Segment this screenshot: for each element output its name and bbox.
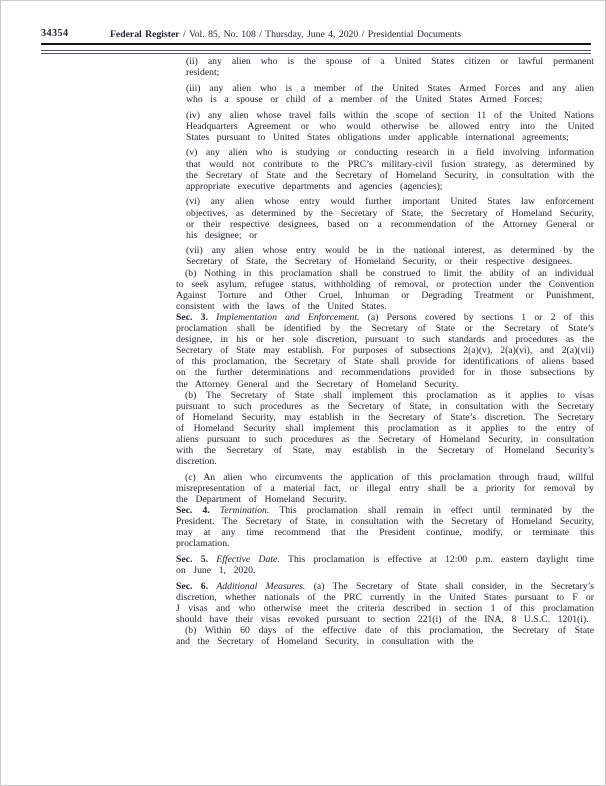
paragraph (186, 245, 594, 267)
text-run: (vi) any alien whose entry would further important United States law enforcement objectives, as determined by the Secretary of State, the Secretary of Homeland Security, or their respective designees, based on a recommendation of the Attorney General or his designee; or (186, 196, 594, 241)
text-run: Sec. 4. (176, 505, 220, 517)
text-run: Effective Date. (216, 554, 289, 566)
text-run: (iii) any alien who is a member of the United States Armed Forces and any alien who is a spouse or child of a member of the United States Armed Forces; (186, 82, 594, 105)
paragraph (176, 554, 594, 576)
text-run: (b) Within 60 days of the effective date of this proclamation, the Secretary of State and the Secretary of Homeland Security, in consultation with the (176, 625, 594, 648)
text-run: (a) The Secretary of State shall consider, in the Secretary’s discretion, whether nationals of the PRC currently in the United States pursuant to F or J visas and who otherwise meet the criteria described in section 1 of this proclamation should have their visas revoked pursuant to section 221(i) of the INA, 8 U.S.C. 1201(i). (176, 580, 595, 626)
text-run: (iv) any alien whose travel falls within the scope of section 11 of the United Nations Headquarters Agreement or who would otherwise be allowed entry into the United States pursuant to United States obligations under applicable international agreements; (186, 109, 594, 143)
paragraph (186, 83, 594, 105)
paragraph (176, 625, 594, 647)
text-run: This proclamation shall remain in effect until terminated by the President. The Secretary of State, in consultation with the Secretary of Homeland Security, may at any time recommend that the President continue, modify, or terminate this proclamation. (176, 505, 595, 550)
journal-citation: / Vol. 85, No. 108 / Thursday, June 4, 2020 / Presidential Documents (179, 29, 462, 40)
paragraph (176, 268, 594, 312)
paragraph (176, 472, 594, 505)
paragraph (186, 56, 594, 78)
page-number: 34354 (41, 28, 69, 39)
text-run: Sec. 3. (176, 311, 217, 323)
paragraph (176, 390, 594, 468)
text-run: (b) Nothing in this proclamation shall be construed to limit the ability of an individual to seek asylum, refugee status, withholding of removal, or protection under the Convention Against Torture and Other Cruel, Inhuman or Degrading Treatment or Punishment, consistent with the laws of the United States. (176, 267, 594, 312)
text-run: Sec. 5. (176, 554, 217, 566)
text-run: (v) any alien who is studying or conducting research in a field involving information that would not contribute to the PRC’s military-civil fusion strategy, as determined by the Secretary of State and the Secretary of Homeland Security, in consultation with the appropriate executive departments and agencies (agencies); (186, 147, 594, 192)
paragraph (186, 196, 594, 240)
text-run: This proclamation is effective at 12:00 p.m. eastern daylight time on June 1, 2020. (176, 554, 594, 577)
text-run: Implementation and Enforcement. (216, 311, 368, 323)
text-run: (ii) any alien who is the spouse of a United States citizen or lawful permanent resident; (186, 56, 594, 79)
paragraph (176, 505, 594, 549)
header-rule-thick (41, 43, 591, 45)
text-run: Additional Measures. (216, 580, 314, 592)
journal-name: Federal Register (110, 29, 180, 40)
header-rule-double (41, 50, 591, 55)
text-run: Termination. (219, 505, 280, 517)
text-run: (a) Persons covered by sections 1 or 2 of this proclamation shall be identified by the Secretary of State or the Secretary of State’s designee, in his or her sole discretion, pursuant to such standards and procedures as the Secretary of State may establish. For purposes of subsections 2(a)(v), 2(a)(vi), and 2(a)(vii) of this proclamation, the Secretary of State shall provide for identifications of aliens based on the further determinations and recommendations provided for in those subsections by the Attorney General and the Secretary of Homeland Security. (176, 311, 594, 390)
journal-masthead (110, 29, 461, 40)
paragraph (186, 147, 594, 191)
paragraph (186, 110, 594, 143)
document-body (176, 56, 594, 647)
text-run: (c) An alien who circumvents the application of this proclamation through fraud, willful misrepresentation of a material fact, or illegal entry shall be a priority for removal by the Department of Homeland Security. (176, 471, 594, 506)
paragraph (176, 312, 594, 390)
text-run: Sec. 6. (176, 580, 217, 592)
text-run: (b) The Secretary of State shall implement this proclamation as it applies to visas pursuant to such procedures as the Secretary of State, in consultation with the Secretary of Homeland Security, may establish in the Secretary of State’s discretion. The Secretary of Homeland Security shall implement this proclamation as it applies to the entry of aliens pursuant to such procedures as the Secretary of Homeland Security, in consultation with the Secretary of State, may establish in the Secretary of Homeland Security’s discretion. (176, 389, 594, 468)
paragraph (176, 581, 594, 625)
text-run: (vii) any alien whose entry would be in the national interest, as determined by the Secretary of State, the Secretary of Homeland Security, or their respective designees. (186, 245, 594, 268)
